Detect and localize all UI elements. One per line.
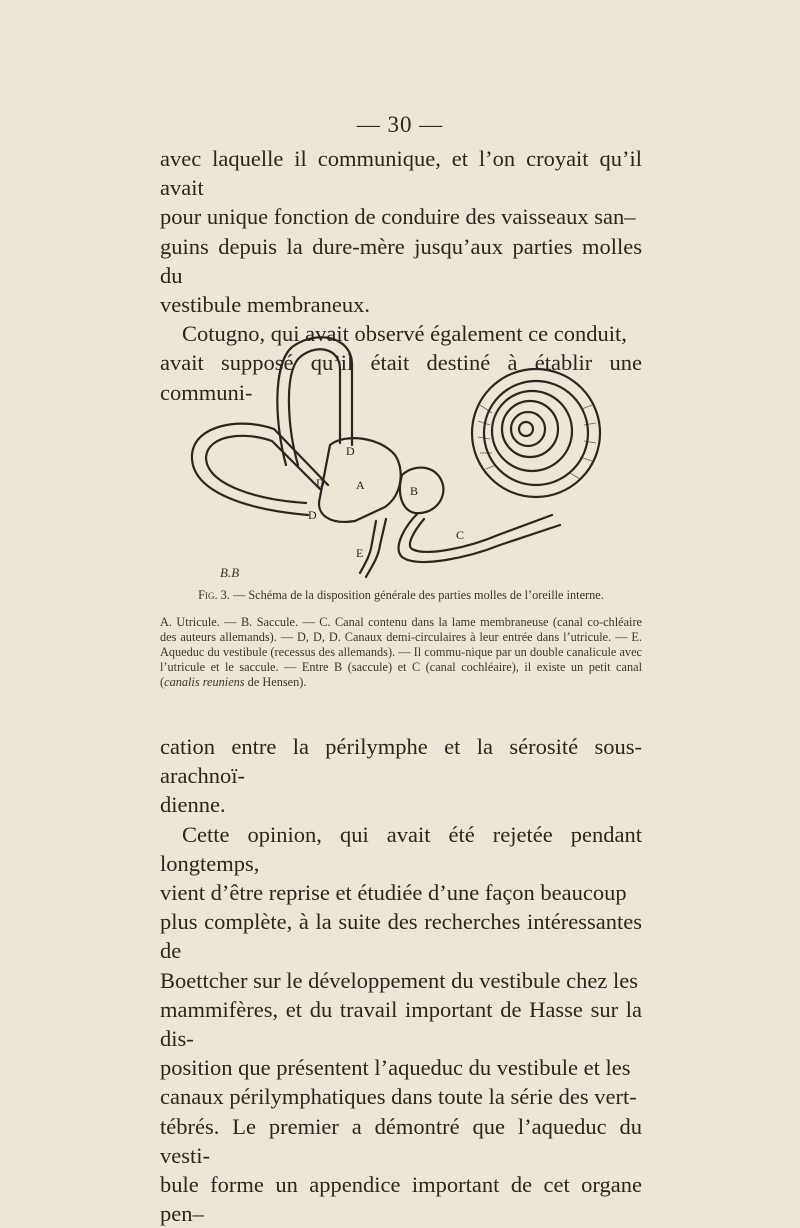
caption-body-end: de Hensen). (244, 675, 307, 689)
text-line: mammifères, et du travail important de Hasse sur la dis- (160, 996, 642, 1052)
cochlear-duct-inner (410, 515, 552, 552)
posterior-canal-inner (206, 436, 320, 503)
inner-ear-figure (180, 325, 620, 587)
inner-ear-diagram (180, 325, 620, 587)
vestibular-aqueduct-b (366, 519, 386, 577)
text-line: dienne. (160, 792, 226, 818)
figure-number: Fig. 3. (198, 588, 230, 602)
page-number: — 30 — (356, 112, 444, 137)
label-a: A (356, 478, 365, 492)
label-c: C (456, 528, 465, 542)
superior-canal-inner (289, 349, 340, 465)
label-b: B (410, 484, 419, 498)
caption-title (160, 588, 642, 603)
caption-italic-term: canalis reuniens (164, 675, 245, 689)
text-line: canaux périlymphatiques dans toute la série des vert- (160, 1084, 637, 1110)
text-line: avec laquelle il communique, et l’on croyait qu’il avait (160, 146, 642, 201)
paragraph-bottom (160, 732, 642, 1228)
text-line: vestibule membraneux. (160, 292, 370, 318)
text-line: avait supposé qu’il était destiné à établir une communi- (160, 350, 642, 405)
text-line: position que présentent l’aqueduc du vestibule et les (160, 1055, 631, 1081)
text-line: Boettcher sur le développement du vestibule chez les (160, 967, 638, 993)
caption-title-text: — Schéma de la disposition générale des parties molles de l’oreille interne. (232, 588, 604, 602)
text-line: Cette opinion, qui avait été rejetée pendant longtemps, (160, 821, 642, 876)
text-line: Cotugno, qui avait observé également ce conduit, (182, 321, 627, 347)
text-line: plus complète, à la suite des recherches intéressantes de (160, 909, 642, 964)
label-d-top: D (346, 444, 355, 458)
text-line: tébrés. Le premier a démontré que l’aqueduc du vesti- (160, 1113, 642, 1168)
caption-body-text: A. Utricule. — B. Saccule. — C. Canal contenu dans la lame membraneuse (canal co-chléaire des auteurs allemands). — D, D, D. Canaux demi-circulaires à leur entrée dans l’utricule. — E. Aqueduc du vestibule (recessus des allemands). — Il commu-nique par un double canalicule avec l’utricule et le saccule. — Entre B (saccule) et C (canal cochléaire), il existe un petit canal ( (160, 615, 642, 689)
label-d-middle: D (316, 476, 325, 490)
label-e: E (356, 546, 364, 560)
figure-caption (160, 588, 642, 690)
saccule (400, 468, 443, 514)
text-line: guins depuis la dure-mère jusqu’aux parties molles du (160, 233, 642, 288)
text-line: cation entre la périlymphe et la sérosité sous-arachnoï- (160, 734, 642, 789)
text-line: bule forme un appendice important de cet organe pen– (160, 1172, 642, 1227)
caption-body (160, 615, 642, 690)
text-line: pour unique fonction de conduire des vaisseaux san– (160, 204, 636, 230)
text-line: vient d’être reprise et étudiée d’une façon beaucoup (160, 880, 627, 906)
label-d-bottom: D (308, 508, 317, 522)
engraver-signature: B.B (220, 565, 240, 580)
